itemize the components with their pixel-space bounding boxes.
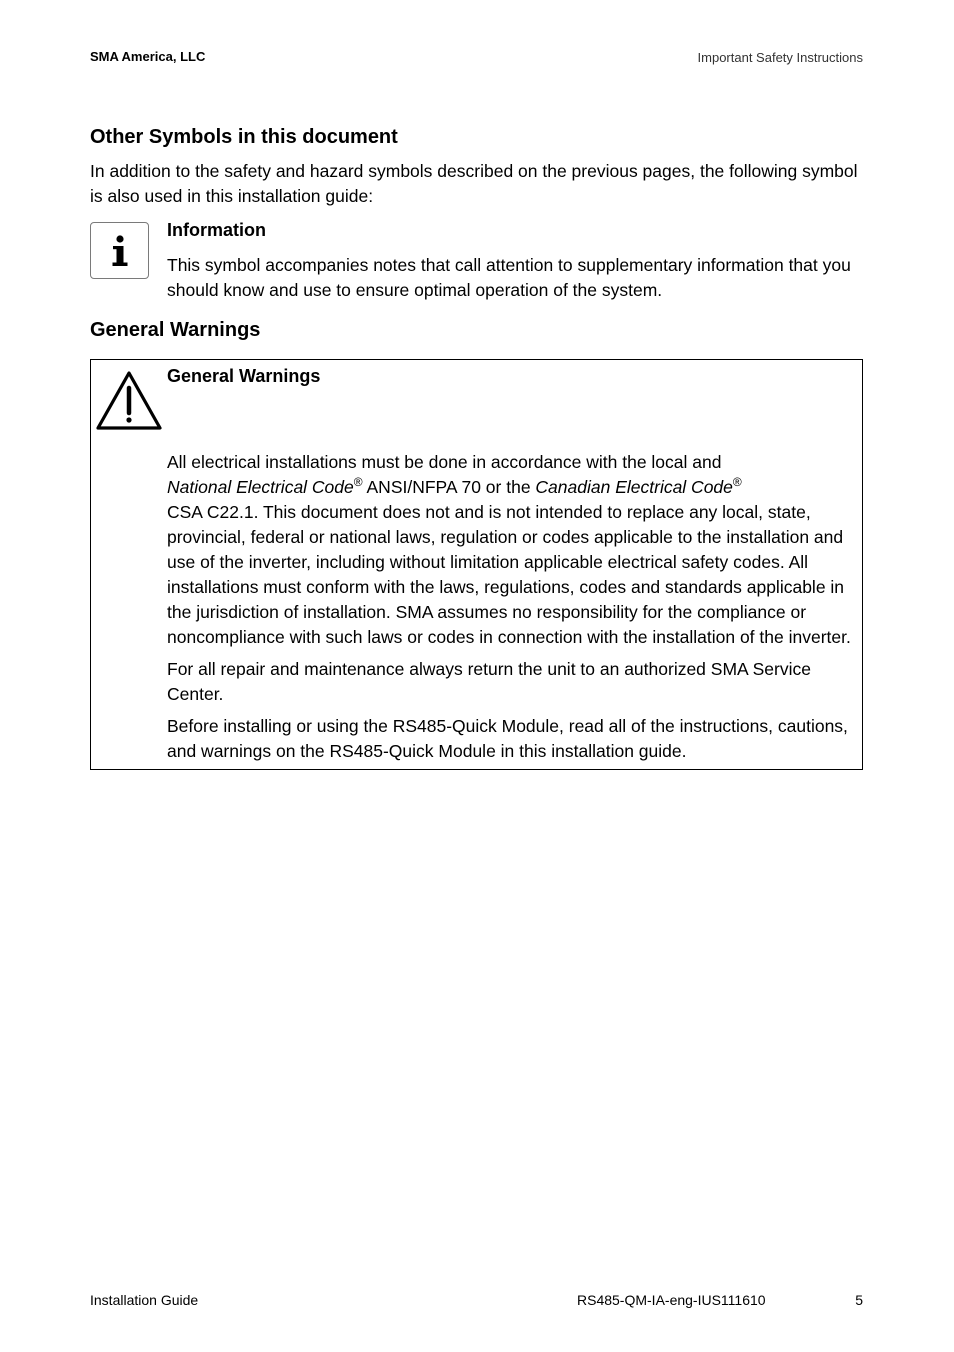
info-title: Information <box>167 220 266 240</box>
reg-mark-1: ® <box>353 475 363 490</box>
heading-general-warnings: General Warnings <box>90 319 261 341</box>
footer-doc-id: RS485-QM-IA-eng-IUS111610 <box>577 1292 766 1308</box>
footer-page-number: 5 <box>855 1292 863 1308</box>
info-text: This symbol accompanies notes that call attention to supplementary information that you should know and use to ensure optimal operation of the system. <box>167 255 851 300</box>
warning-p1-c: CSA C22.1. This document does not and is not intended to replace any local, state, provincial, federal or national laws, regulation or codes applicable to the installation and use of the inverter, including without limitation applicable electrical safety codes. All installations must conform with the laws, regulations, codes and standards applicable in the jurisdiction of installation. SMA assumes no responsibility for the compliance or noncompliance with such laws or codes in connection with the installation of the inverter. <box>167 502 851 647</box>
warning-paragraph-3: Before installing or using the RS485-Quick Module, read all of the instructions, cautions, and warnings on the RS485-Quick Module in this installation guide. <box>167 716 848 761</box>
footer-doc-type: Installation Guide <box>90 1292 199 1308</box>
warning-p1-b: ANSI/NFPA 70 or the <box>362 477 536 497</box>
header-company: SMA America, LLC <box>90 49 206 64</box>
reg-mark-2: ® <box>732 475 742 490</box>
nec-name: National Electrical Code <box>167 477 354 497</box>
info-icon <box>90 222 149 279</box>
info-glyph <box>91 223 148 278</box>
warning-box-title: General Warnings <box>167 366 321 386</box>
cec-name: Canadian Electrical Code <box>535 477 733 497</box>
heading-other-symbols: Other Symbols in this document <box>90 126 398 148</box>
warning-p1-a: All electrical installations must be done in accordance with the local and <box>167 452 722 472</box>
warning-paragraph-1 <box>167 450 857 650</box>
warning-triangle-icon <box>95 369 163 432</box>
other-symbols-intro: In addition to the safety and hazard symbols described on the previous pages, the following symbol is also used in this installation guide: <box>90 161 858 206</box>
warning-paragraph-2: For all repair and maintenance always return the unit to an authorized SMA Service Center. <box>167 659 811 704</box>
warning-body <box>167 450 857 771</box>
header-section: Important Safety Instructions <box>697 50 863 65</box>
